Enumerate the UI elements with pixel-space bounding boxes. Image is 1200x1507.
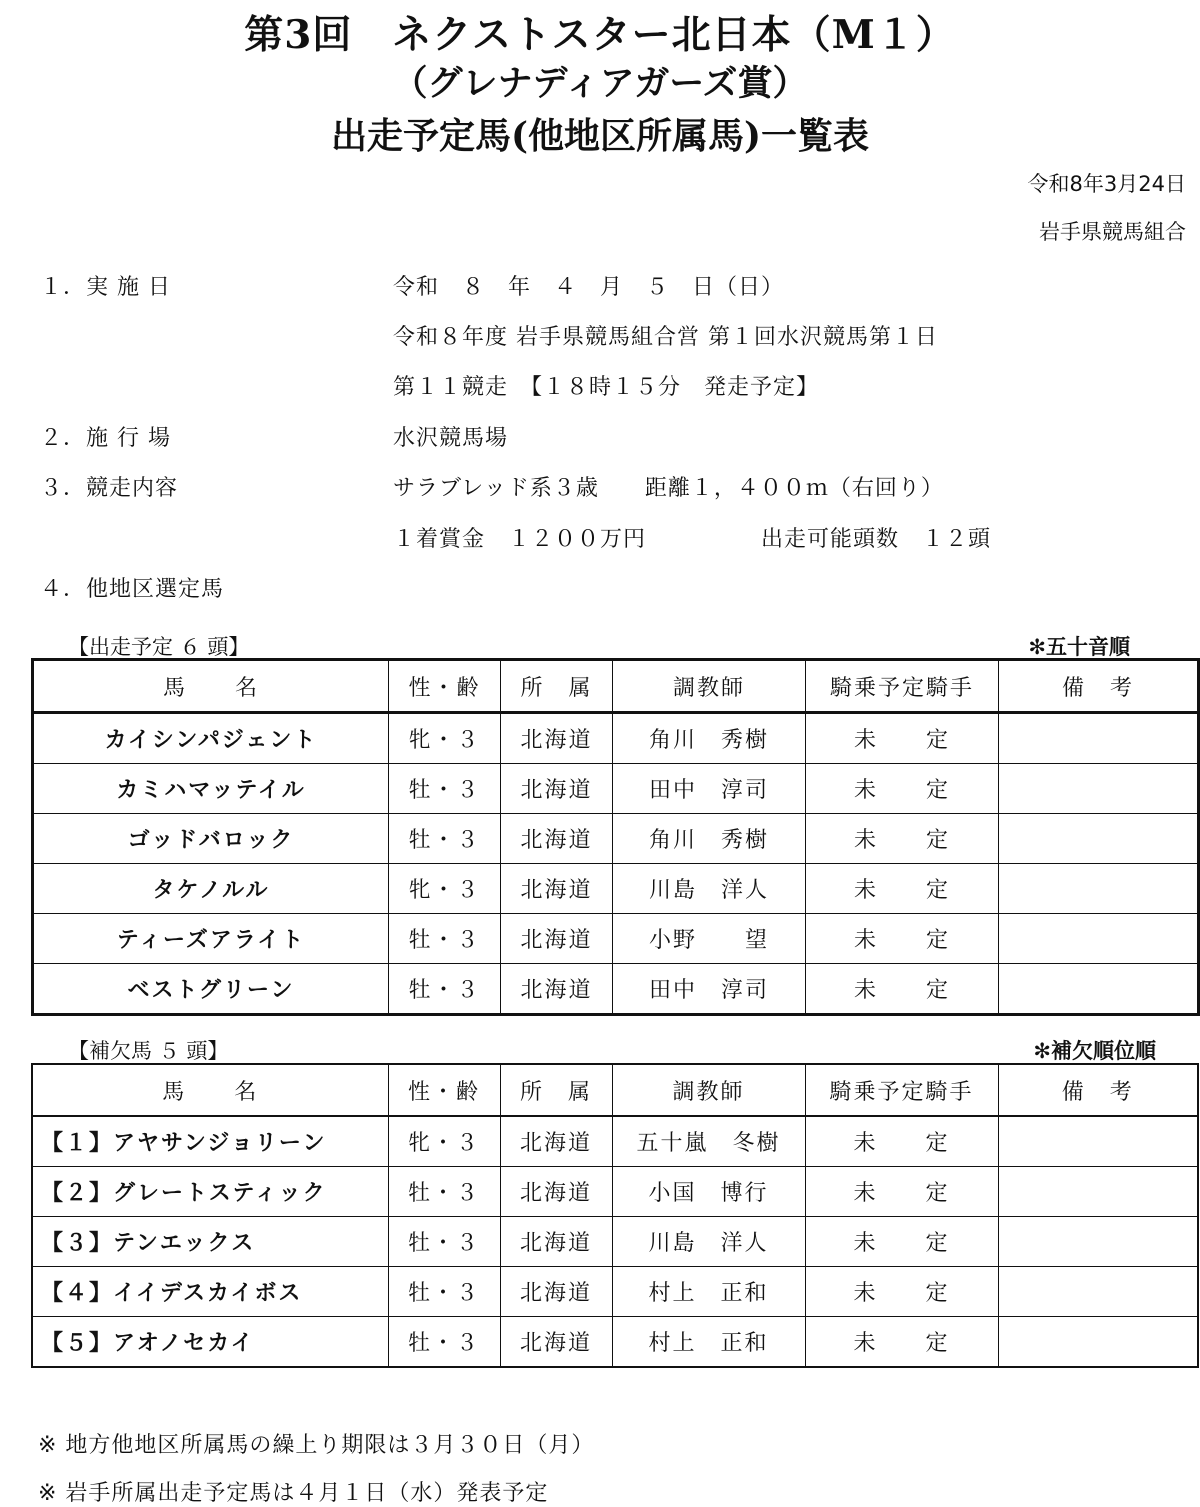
jockey: 未 定 xyxy=(806,764,999,814)
sex-age: 牡・３ xyxy=(389,914,501,964)
column-header-remarks: 備 考 xyxy=(999,660,1199,713)
table-row xyxy=(33,964,1199,1015)
issuing-organization: 岩手県競馬組合 xyxy=(1039,220,1186,244)
column-header-sex-age: 性・齢 xyxy=(389,660,501,713)
sex-age: 牡・３ xyxy=(389,814,501,864)
affiliation: 北海道 xyxy=(501,964,613,1015)
trainer: 田中 淳司 xyxy=(613,964,806,1015)
jockey: 未 定 xyxy=(805,1116,998,1167)
jockey: 未 定 xyxy=(805,1317,998,1368)
sex-age: 牡・３ xyxy=(389,764,501,814)
column-header-jockey: 騎乗予定騎手 xyxy=(806,660,999,713)
affiliation: 北海道 xyxy=(501,864,613,914)
entries-table xyxy=(31,658,1200,1016)
horse-name: 【５】アオノセカイ xyxy=(32,1317,388,1368)
table-row xyxy=(32,1116,1198,1167)
horse-name: カイシンパジェント xyxy=(33,713,389,764)
sex-age: 牡・３ xyxy=(388,1167,500,1217)
remarks xyxy=(999,914,1199,964)
trainer: 田中 淳司 xyxy=(613,764,806,814)
jockey: 未 定 xyxy=(806,814,999,864)
jockey: 未 定 xyxy=(806,914,999,964)
sex-age: 牝・３ xyxy=(389,864,501,914)
column-header-affiliation: 所 属 xyxy=(501,660,613,713)
table-row xyxy=(32,1167,1198,1217)
document-title: 第3回 ネクストスター北日本（M１） xyxy=(244,12,956,58)
note-iwate-announcement: ※ 岩手所属出走予定馬は４月１日（水）発表予定 xyxy=(38,1481,549,1506)
horse-name: カミハマッテイル xyxy=(33,764,389,814)
item1-label: １．実 施 日 xyxy=(40,275,171,300)
table-row xyxy=(33,713,1199,764)
entries-order-note: ✻五十音順 xyxy=(1028,635,1130,659)
remarks xyxy=(999,814,1199,864)
affiliation: 北海道 xyxy=(501,914,613,964)
affiliation: 北海道 xyxy=(500,1267,612,1317)
horse-name: 【２】グレートスティック xyxy=(32,1167,388,1217)
remarks xyxy=(998,1116,1198,1167)
document-subtitle: （グレナディアガーズ賞） xyxy=(392,63,808,104)
sex-age: 牡・３ xyxy=(388,1217,500,1267)
item2-label: ２．施 行 場 xyxy=(40,426,171,451)
table-row xyxy=(32,1317,1198,1368)
sex-age: 牝・３ xyxy=(388,1116,500,1167)
sex-age: 牝・３ xyxy=(389,713,501,764)
sex-age: 牡・３ xyxy=(388,1267,500,1317)
trainer: 角川 秀樹 xyxy=(613,814,806,864)
column-header-trainer: 調教師 xyxy=(613,660,806,713)
table-row xyxy=(33,864,1199,914)
item1-value-race: 第１１競走 【１８時１５分 発走予定】 xyxy=(393,375,820,400)
affiliation: 北海道 xyxy=(500,1217,612,1267)
item3-value-prize: １着賞金 １２００万円 出走可能頭数 １２頭 xyxy=(393,527,992,552)
table-header-row xyxy=(32,1064,1198,1116)
horse-name: 【１】アヤサンジョリーン xyxy=(32,1116,388,1167)
sex-age: 牡・３ xyxy=(389,964,501,1015)
jockey: 未 定 xyxy=(806,864,999,914)
remarks xyxy=(998,1267,1198,1317)
jockey: 未 定 xyxy=(805,1167,998,1217)
entries-caption: 【出走予定 ６ 頭】 xyxy=(68,635,250,659)
sex-age: 牡・３ xyxy=(388,1317,500,1368)
item1-value-meeting: 令和８年度 岩手県競馬組合営 第１回水沢競馬第１日 xyxy=(393,325,938,350)
jockey: 未 定 xyxy=(806,713,999,764)
issue-date: 令和8年3月24日 xyxy=(1027,172,1186,196)
column-header-name: 馬 名 xyxy=(32,1064,388,1116)
trainer: 村上 正和 xyxy=(612,1317,805,1368)
remarks xyxy=(998,1317,1198,1368)
trainer: 五十嵐 冬樹 xyxy=(612,1116,805,1167)
affiliation: 北海道 xyxy=(501,713,613,764)
column-header-affiliation: 所 属 xyxy=(500,1064,612,1116)
remarks xyxy=(999,864,1199,914)
remarks xyxy=(999,713,1199,764)
column-header-name: 馬 名 xyxy=(33,660,389,713)
affiliation: 北海道 xyxy=(500,1116,612,1167)
jockey: 未 定 xyxy=(805,1217,998,1267)
trainer: 小国 博行 xyxy=(612,1167,805,1217)
remarks xyxy=(999,764,1199,814)
horse-name: タケノルル xyxy=(33,864,389,914)
table-row xyxy=(32,1267,1198,1317)
table-row xyxy=(33,814,1199,864)
horse-name: 【４】イイデスカイボス xyxy=(32,1267,388,1317)
table-row xyxy=(32,1217,1198,1267)
remarks xyxy=(998,1217,1198,1267)
affiliation: 北海道 xyxy=(501,764,613,814)
horse-name: ベストグリーン xyxy=(33,964,389,1015)
item3-value-conditions: サラブレッド系３歳 距離１，４００ｍ（右回り） xyxy=(393,476,944,501)
column-header-trainer: 調教師 xyxy=(612,1064,805,1116)
column-header-remarks: 備 考 xyxy=(998,1064,1198,1116)
jockey: 未 定 xyxy=(805,1267,998,1317)
horse-name: ゴッドバロック xyxy=(33,814,389,864)
trainer: 川島 洋人 xyxy=(612,1217,805,1267)
horse-name: ティーズアライト xyxy=(33,914,389,964)
affiliation: 北海道 xyxy=(500,1317,612,1368)
trainer: 角川 秀樹 xyxy=(613,713,806,764)
horse-name: 【３】テンエックス xyxy=(32,1217,388,1267)
item2-value: 水沢競馬場 xyxy=(393,426,509,451)
item1-value-date: 令和 ８ 年 ４ 月 ５ 日（日） xyxy=(393,275,785,300)
trainer: 小野 望 xyxy=(613,914,806,964)
note-promotion-deadline: ※ 地方他地区所属馬の繰上り期限は３月３０日（月） xyxy=(38,1433,595,1458)
item4-label: ４．他地区選定馬 xyxy=(40,577,225,602)
column-header-sex-age: 性・齢 xyxy=(388,1064,500,1116)
trainer: 村上 正和 xyxy=(612,1267,805,1317)
table-row xyxy=(33,764,1199,814)
affiliation: 北海道 xyxy=(500,1167,612,1217)
remarks xyxy=(998,1167,1198,1217)
table-row xyxy=(33,914,1199,964)
trainer: 川島 洋人 xyxy=(613,864,806,914)
affiliation: 北海道 xyxy=(501,814,613,864)
jockey: 未 定 xyxy=(806,964,999,1015)
table-header-row xyxy=(33,660,1199,713)
document-heading: 出走予定馬(他地区所属馬)一覧表 xyxy=(330,115,870,157)
reserves-order-note: ✻補欠順位順 xyxy=(1033,1039,1156,1063)
item3-label: ３．競走内容 xyxy=(40,476,179,501)
reserves-caption: 【補欠馬 ５ 頭】 xyxy=(68,1039,229,1063)
reserves-table xyxy=(31,1063,1199,1368)
column-header-jockey: 騎乗予定騎手 xyxy=(805,1064,998,1116)
remarks xyxy=(999,964,1199,1015)
